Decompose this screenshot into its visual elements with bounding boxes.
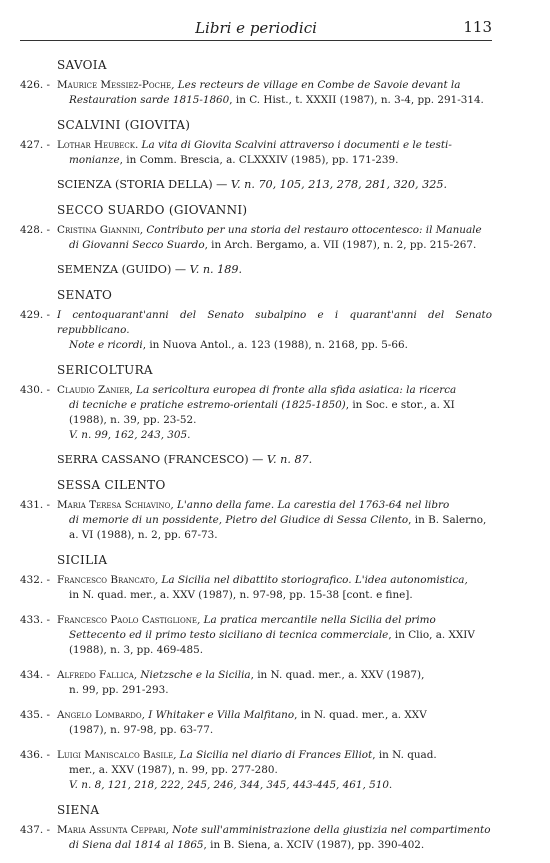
entry-title: , La Sicilia nel dibattito storiografico. L'idea autonomistica, — [154, 574, 468, 586]
entry-title: . La vita di Giovita Scalvini attraverso i documenti e le testi- — [134, 139, 452, 151]
see-also-label: SCIENZA (STORIA DELLA) — — [57, 178, 231, 191]
entry-citation-cont: (1987), n. 97-98, pp. 63-77. — [69, 724, 214, 736]
entry-437 — [20, 823, 492, 853]
section-heading: SENATO — [57, 288, 113, 302]
entry-title: , L'anno della fame. La carestia del 1763-64 nel libro — [170, 499, 450, 511]
entry-title-cont: di memorie di un possidente, Pietro del Giudice di Sessa Cilento — [69, 514, 409, 526]
section-sericoltura — [20, 363, 492, 443]
entry-citation: , in Arch. Bergamo, a. VII (1987), n. 2, pp. 215-267. — [204, 239, 477, 251]
section-heading: SCALVINI (GIOVITA) — [57, 118, 191, 132]
entry-title-cont: Settecento ed il primo testo siciliano di tecnica commerciale — [69, 629, 389, 641]
entry-432 — [20, 573, 492, 603]
see-also-scienza — [57, 178, 492, 191]
entry-number: 436. - — [20, 749, 50, 761]
entry-title: , La pratica mercantile nella Sicilia del primo — [197, 614, 436, 626]
running-title: Libri e periodici — [195, 19, 317, 37]
entry-431 — [20, 498, 492, 543]
entry-number: 432. - — [20, 574, 50, 586]
entry-citation: , in N. quad. mer., a. XXV (1987), — [250, 669, 425, 681]
entry-author: Luigi Maniscalco Basile — [57, 749, 174, 761]
entry-author: Francesco Paolo Castiglione — [57, 614, 198, 626]
see-also-refs: V. n. 70, 105, 213, 278, 281, 320, 325. — [230, 178, 448, 191]
entry-citation-cont: (1988), n. 39, pp. 23-52. — [69, 414, 197, 426]
entry-see-also-refs: V. n. 99, 162, 243, 305. — [69, 429, 191, 441]
entry-author: Maria Assunta Ceppari — [57, 824, 166, 836]
entry-number: 429. - — [20, 309, 50, 321]
entry-title-cont: di tecniche e pratiche estremo-orientali (1825-1850) — [69, 399, 346, 411]
entry-citation: , in B. Siena, a. XCIV (1987), pp. 390-402. — [203, 839, 425, 851]
entry-title: , La Sicilia nel diario di Frances Elliot — [173, 749, 373, 761]
entry-number: 427. - — [20, 139, 50, 151]
section-siena — [20, 803, 492, 853]
entry-author: Francesco Brancato — [57, 574, 155, 586]
section-heading: SESSA CILENTO — [57, 478, 166, 492]
entry-430 — [20, 383, 492, 443]
entry-citation-cont: mer., a. XXV (1987), n. 99, pp. 277-280. — [69, 764, 278, 776]
entry-number: 433. - — [20, 614, 50, 626]
see-also-semenza — [57, 263, 492, 276]
see-also-serra-cassano — [57, 453, 492, 466]
entry-author: Maria Teresa Schiavino — [57, 499, 171, 511]
entry-427 — [20, 138, 492, 168]
entry-number: 434. - — [20, 669, 50, 681]
entry-title: , Note sull'amministrazione della giustizia nel compartimento — [165, 824, 491, 836]
entry-citation-cont: a. VI (1988), n. 2, pp. 67-73. — [69, 529, 218, 541]
entry-433 — [20, 613, 492, 658]
page-number: 113 — [463, 18, 492, 36]
entry-author: Lothar Heubeck — [57, 139, 135, 151]
page-body — [20, 52, 492, 863]
section-secco-suardo — [20, 203, 492, 253]
entry-426 — [20, 78, 492, 108]
entry-title: , I Whitaker e Villa Malfitano — [141, 709, 295, 721]
section-senato — [20, 288, 492, 353]
entry-title-cont: Restauration sarde 1815-1860 — [69, 94, 230, 106]
entry-434 — [20, 668, 492, 698]
entry-number: 431. - — [20, 499, 50, 511]
entry-title-cont: di Giovanni Secco Suardo — [69, 239, 205, 251]
section-heading: SERICOLTURA — [57, 363, 153, 377]
entry-see-also-refs: V. n. 8, 121, 218, 222, 245, 246, 344, 345, 443-445, 461, 510. — [69, 779, 393, 791]
entry-author: Cristina Giannini — [57, 224, 140, 236]
entry-title: , Nietzsche e la Sicilia — [133, 669, 251, 681]
entry-title: , La sericoltura europea di fronte alla sfida asiatica: la ricerca — [129, 384, 457, 396]
section-heading: SAVOIA — [57, 58, 107, 72]
entry-citation: , in N. quad. mer., a. XXV — [294, 709, 427, 721]
entry-title: I centoquarant'anni del Senato subalpino e i quarant'anni del Senato repubblicano. — [57, 309, 492, 336]
see-also-label: SERRA CASSANO (FRANCESCO) — — [57, 453, 267, 466]
entry-title: , Les recteurs de village en Combe de Savoie devant la — [171, 79, 461, 91]
entry-number: 437. - — [20, 824, 50, 836]
section-heading: SECCO SUARDO (GIOVANNI) — [57, 203, 248, 217]
section-scalvini — [20, 118, 492, 168]
entry-435 — [20, 708, 492, 738]
entry-428 — [20, 223, 492, 253]
entry-title-cont: monianze — [69, 154, 120, 166]
entry-title-cont: di Siena dal 1814 al 1865 — [69, 839, 204, 851]
entry-author: Angelo Lombardo — [57, 709, 142, 721]
running-header — [20, 14, 492, 41]
entry-citation-cont: n. 99, pp. 291-293. — [69, 684, 169, 696]
entry-citation: , in B. Salerno, — [408, 514, 487, 526]
entry-citation: , in Clio, a. XXIV — [388, 629, 475, 641]
entry-citation: in N. quad. mer., a. XXV (1987), n. 97-98, pp. 15-38 [cont. e fine]. — [69, 589, 413, 601]
entry-author: Alfredo Fallica — [57, 669, 134, 681]
entry-citation: , in Nuova Antol., a. 123 (1988), n. 2168, pp. 5-66. — [142, 339, 408, 351]
section-heading: SIENA — [57, 803, 100, 817]
see-also-refs: V. n. 189. — [189, 263, 243, 276]
entry-citation: , in Comm. Brescia, a. CLXXXIV (1985), pp. 171-239. — [119, 154, 399, 166]
entry-citation: , in N. quad. — [372, 749, 437, 761]
section-heading: SICILIA — [57, 553, 108, 567]
entry-number: 430. - — [20, 384, 50, 396]
entry-436 — [20, 748, 492, 793]
entry-citation: , in Soc. e stor., a. XI — [345, 399, 455, 411]
entry-number: 428. - — [20, 224, 50, 236]
entry-429 — [20, 308, 492, 353]
see-also-label: SEMENZA (GUIDO) — — [57, 263, 190, 276]
entry-citation: , in C. Hist., t. XXXII (1987), n. 3-4, pp. 291-314. — [229, 94, 484, 106]
section-sicilia — [20, 553, 492, 793]
entry-number: 426. - — [20, 79, 50, 91]
entry-title-cont: Note e ricordi — [69, 339, 143, 351]
entry-citation-cont: (1988), n. 3, pp. 469-485. — [69, 644, 204, 656]
entry-author: Claudio Zanier — [57, 384, 130, 396]
entry-title: , Contributo per una storia del restauro ottocentesco: il Manuale — [139, 224, 482, 236]
entry-number: 435. - — [20, 709, 50, 721]
entry-author: Maurice Messiez-Poche — [57, 79, 172, 91]
section-savoia — [20, 58, 492, 108]
section-sessa-cilento — [20, 478, 492, 543]
see-also-refs: V. n. 87. — [266, 453, 313, 466]
